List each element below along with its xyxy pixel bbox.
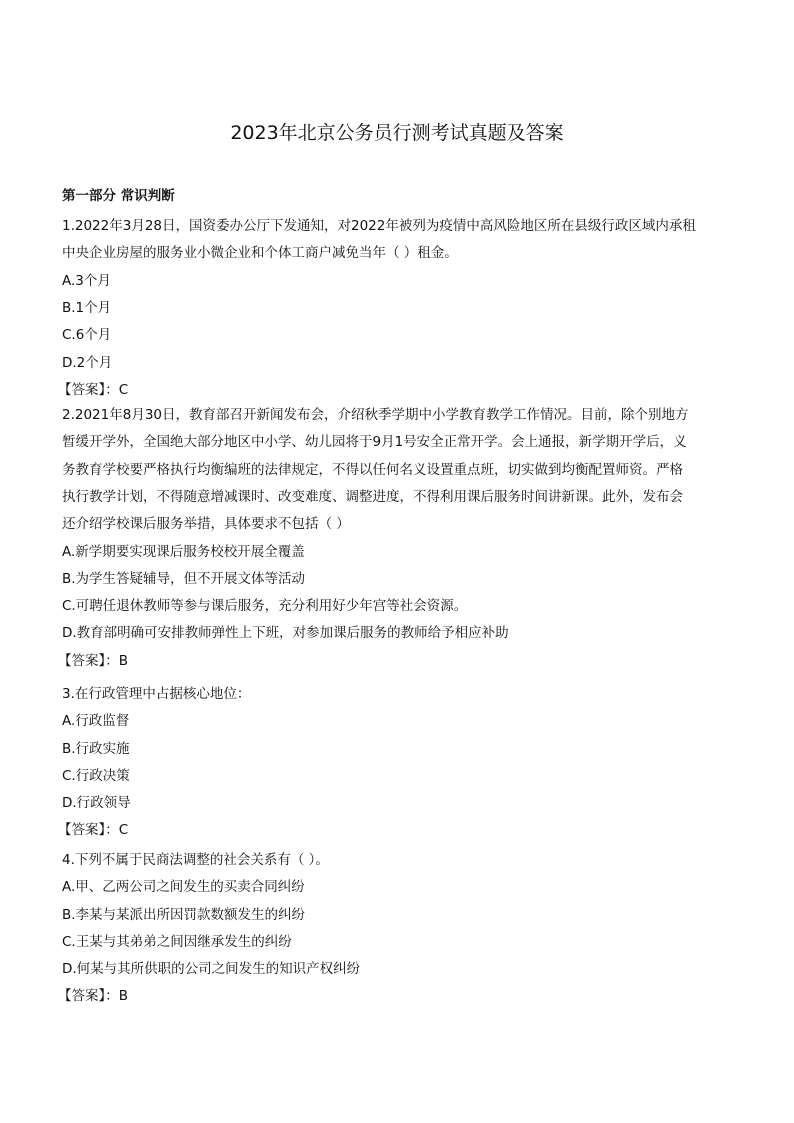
option-item: C.王某与其弟弟之间因继承发生的纠纷 (62, 934, 292, 950)
option-item: B.为学生答疑辅导，但不开展文体等活动 (62, 571, 306, 587)
question-text: 4.下列不属于民商法调整的社会关系有（ ）。 (62, 852, 329, 868)
question-text: 执行教学计划，不得随意增减课时、改变难度、调整进度，不得利用课后服务时间讲新课。此外，发布会 (62, 489, 683, 505)
document-title: 2023年北京公务员行测考试真题及答案 (230, 122, 564, 144)
section-heading: 第一部分 常识判断 (62, 188, 175, 204)
question-text: 1.2022年3月28日，国资委办公厅下发通知，对2022年被列为疫情中高风险地区所在县级行政区域内承租 (62, 218, 696, 234)
option-item: D.教育部明确可安排教师弹性上下班，对参加课后服务的教师给予相应补助 (62, 625, 509, 641)
question-text: 2.2021年8月30日，教育部召开新闻发布会，介绍秋季学期中小学教育教学工作情况。目前，除个别地方 (62, 407, 689, 423)
answer-label: 【答案】：C (58, 822, 129, 838)
question-text: 中央企业房屋的服务业小微企业和个体工商户减免当年（ ）租金。 (62, 245, 458, 261)
option-item: A.甲、乙两公司之间发生的买卖合同纠纷 (62, 879, 305, 895)
question-text: 3.在行政管理中占据核心地位： (62, 686, 251, 702)
question-text: 还介绍学校课后服务举措，具体要求不包括（ ） (62, 516, 350, 532)
answer-label: 【答案】：C (58, 382, 129, 398)
option-item: C.可聘任退休教师等参与课后服务，充分利用好少年宫等社会资源。 (62, 598, 468, 614)
question-text: 务教育学校要严格执行均衡编班的法律规定，不得以任何名义设置重点班，切实做到均衡配置师资。严格 (62, 462, 683, 478)
option-item: C.行政决策 (62, 768, 130, 784)
option-item: B.1个月 (62, 300, 112, 316)
option-item: D.行政领导 (62, 795, 131, 811)
option-item: B.行政实施 (62, 741, 130, 757)
option-item: D.2个月 (62, 355, 113, 371)
option-item: C.6个月 (62, 327, 112, 343)
answer-label: 【答案】：B (58, 653, 129, 669)
option-item: A.行政监督 (62, 713, 130, 729)
answer-label: 【答案】：B (58, 988, 129, 1004)
option-item: D.何某与其所供职的公司之间发生的知识产权纠纷 (62, 961, 361, 977)
option-item: A.3个月 (62, 273, 111, 289)
option-item: B.李某与某派出所因罚款数额发生的纠纷 (62, 907, 306, 923)
option-item: A.新学期要实现课后服务校校开展全覆盖 (62, 544, 305, 560)
question-text: 暂缓开学外，全国绝大部分地区中小学、幼儿园将于9月1号安全正常开学。会上通报，新学期开学后，义 (62, 434, 687, 450)
